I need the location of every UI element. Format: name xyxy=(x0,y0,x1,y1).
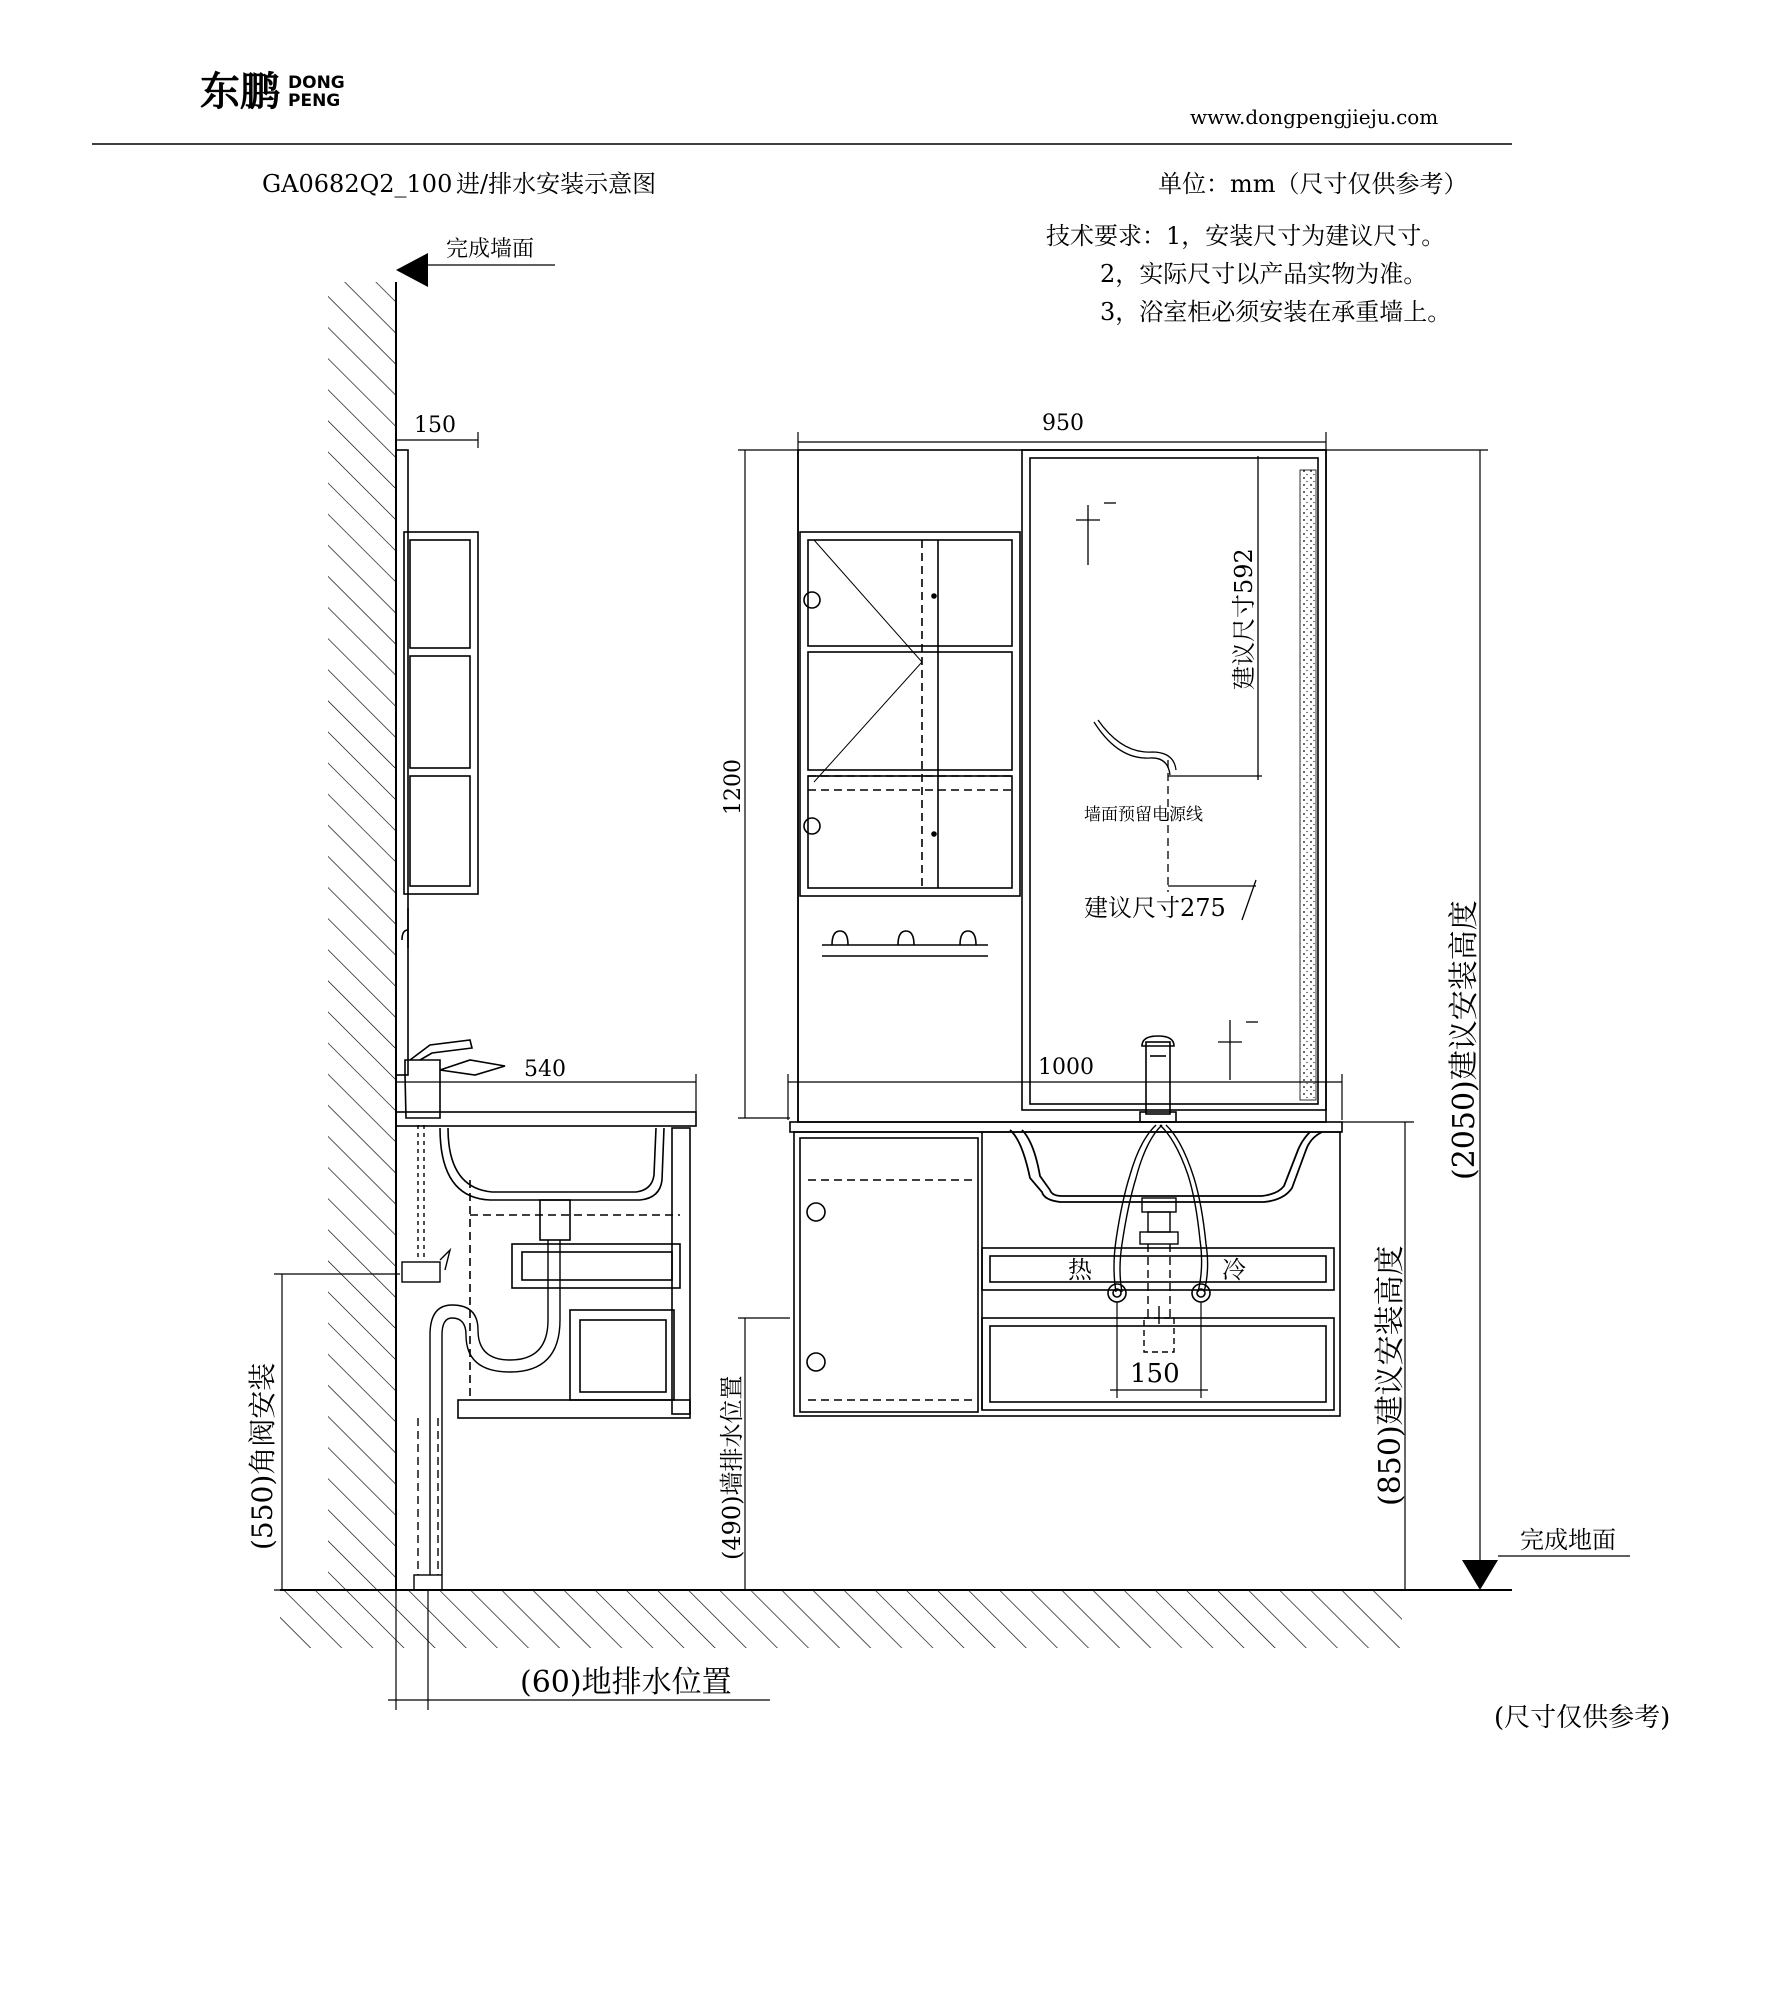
front-faucet xyxy=(1140,1036,1176,1122)
cold-water-valve xyxy=(1192,1284,1210,1302)
dim-mirror-275-label: 建议尺寸275 xyxy=(1084,894,1226,922)
floor-hatch xyxy=(280,1590,1512,1648)
front-vanity xyxy=(790,1122,1342,1416)
dim-cabinet-height-label: 1200 xyxy=(721,759,746,815)
brand-logo-cn: 东鹏 xyxy=(200,69,280,115)
footer-note: (尺寸仅供参考) xyxy=(1494,1703,1671,1733)
unit-note: 单位：mm（尺寸仅供参考） xyxy=(1158,170,1468,198)
diagram-title: 进/排水安装示意图 xyxy=(456,170,657,198)
dim-cabinet-height xyxy=(738,450,800,1118)
side-faucet xyxy=(405,1040,505,1118)
dim-total-height-label: (2050)建议安装高度 xyxy=(1447,900,1482,1180)
mirror-panel xyxy=(1022,450,1326,1110)
side-plumbing xyxy=(402,1125,560,1590)
website-url: www.dongpengjieju.com xyxy=(1190,105,1439,129)
dim-counter-width-label: 1000 xyxy=(1038,1055,1094,1080)
dim-counter-width xyxy=(788,1074,1342,1120)
dim-sink-depth-label: 540 xyxy=(524,1057,566,1082)
finished-floor-marker xyxy=(1462,1526,1630,1590)
model-number: GA0682Q2_100 xyxy=(262,170,453,198)
wall-wire-label: 墙面预留电源线 xyxy=(1084,805,1203,825)
dim-pipe-spacing-label: 150 xyxy=(1130,1359,1180,1389)
requirement-1: 技术要求：1，安装尺寸为建议尺寸。 xyxy=(1046,222,1446,250)
dim-floor-drain-label: (60)地排水位置 xyxy=(520,1665,732,1700)
brand-logo-en-top: DONG xyxy=(288,73,345,93)
requirement-3: 3，浴室柜必须安装在承重墙上。 xyxy=(1100,298,1452,326)
hot-label: 热 xyxy=(1068,1256,1092,1284)
front-basin xyxy=(1010,1130,1322,1202)
side-vanity xyxy=(396,1112,696,1418)
finished-wall-label: 完成墙面 xyxy=(446,237,535,262)
dim-cabinet-width-label: 950 xyxy=(1042,411,1084,436)
dim-wall-drain-label: (490)墙排水位置 xyxy=(718,1375,746,1560)
brand-logo-en-bottom: PENG xyxy=(288,91,341,111)
hot-water-valve xyxy=(1108,1284,1126,1302)
requirement-2: 2，实际尺寸以产品实物为准。 xyxy=(1100,260,1428,288)
wall-hatch xyxy=(328,282,396,1590)
cold-label: 冷 xyxy=(1222,1256,1246,1284)
finished-wall-marker xyxy=(396,237,555,287)
brand-logo xyxy=(200,69,345,115)
side-shelf-unit xyxy=(396,450,478,1075)
dim-angle-valve-label: (550)角阀安装 xyxy=(246,1362,279,1550)
dim-shelf-depth-label: 150 xyxy=(414,413,456,438)
finished-floor-label: 完成地面 xyxy=(1520,1526,1616,1554)
mirror-edge-dots xyxy=(1300,470,1316,1100)
dim-basin-height-label: (850)建议安装高度 xyxy=(1373,1245,1408,1506)
dim-mirror-592-label: 建议尺寸592 xyxy=(1230,548,1258,690)
